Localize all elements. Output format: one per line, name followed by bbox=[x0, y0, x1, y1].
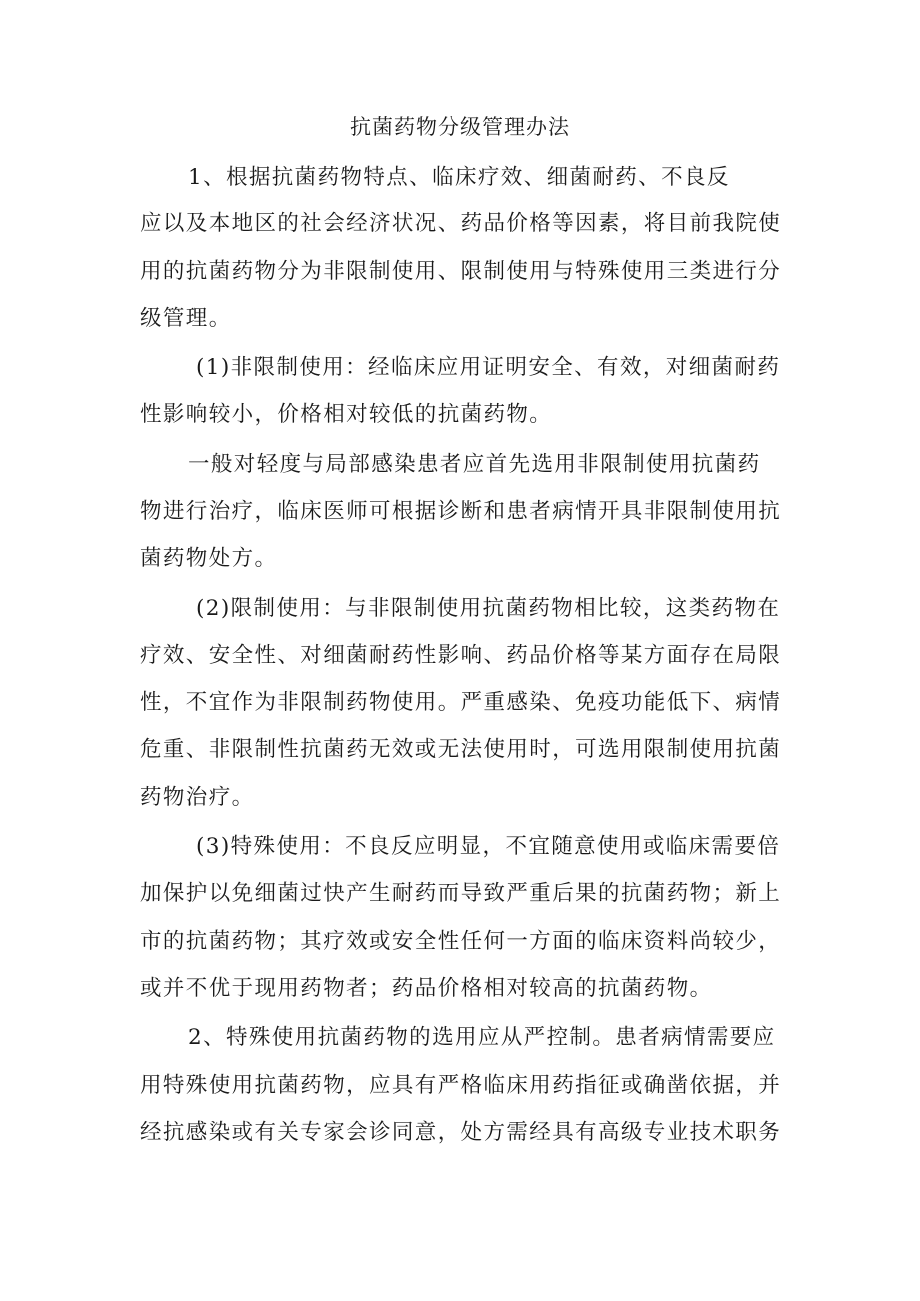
text-line: 菌药物处方。 bbox=[140, 546, 278, 571]
text-line: 危重、非限制性抗菌药无效或无法使用时，可选用限制使用抗菌 bbox=[140, 737, 782, 762]
text-line: 疗效、安全性、对细菌耐药性影响、药品价格等某方面存在局限 bbox=[140, 643, 782, 668]
text-line: 市的抗菌药物；其疗效或安全性任何一方面的临床资料尚较少， bbox=[140, 929, 782, 954]
text-line: 1、根据抗菌药物特点、临床疗效、细菌耐药、不良反 bbox=[188, 165, 730, 190]
text-line: 药物治疗。 bbox=[140, 785, 255, 810]
text-line: 加保护以免细菌过快产生耐药而导致严重后果的抗菌药物；新上 bbox=[140, 881, 782, 906]
text-line: 2、特殊使用抗菌药物的选用应从严控制。患者病情需要应 bbox=[188, 1025, 776, 1050]
text-line: (2)限制使用：与非限制使用抗菌药物相比较，这类药物在 bbox=[196, 596, 781, 621]
text-line: 经抗感染或有关专家会诊同意，处方需经具有高级专业技术职务 bbox=[140, 1120, 782, 1145]
text-line: 应以及本地区的社会经济状况、药品价格等因素，将目前我院使 bbox=[140, 211, 782, 236]
text-line: 性，不宜作为非限制药物使用。严重感染、免疫功能低下、病情 bbox=[140, 690, 782, 715]
document-title: 抗菌药物分级管理办法 bbox=[350, 115, 570, 139]
text-line: 用特殊使用抗菌药物，应具有严格临床用药指征或确凿依据，并 bbox=[140, 1073, 782, 1098]
text-line: 级管理。 bbox=[140, 306, 232, 331]
text-line: 一般对轻度与局部感染患者应首先选用非限制使用抗菌药 bbox=[188, 452, 761, 477]
text-line: 物进行治疗，临床医师可根据诊断和患者病情开具非限制使用抗 bbox=[140, 499, 782, 524]
text-line: 用的抗菌药物分为非限制使用、限制使用与特殊使用三类进行分 bbox=[140, 259, 782, 284]
text-line: 或并不优于现用药物者；药品价格相对较高的抗菌药物。 bbox=[140, 976, 713, 1001]
text-line: (1)非限制使用：经临床应用证明安全、有效，对细菌耐药 bbox=[196, 355, 781, 380]
text-line: (3)特殊使用：不良反应明显，不宜随意使用或临床需要倍 bbox=[196, 834, 781, 859]
text-line: 性影响较小，价格相对较低的抗菌药物。 bbox=[140, 402, 553, 427]
